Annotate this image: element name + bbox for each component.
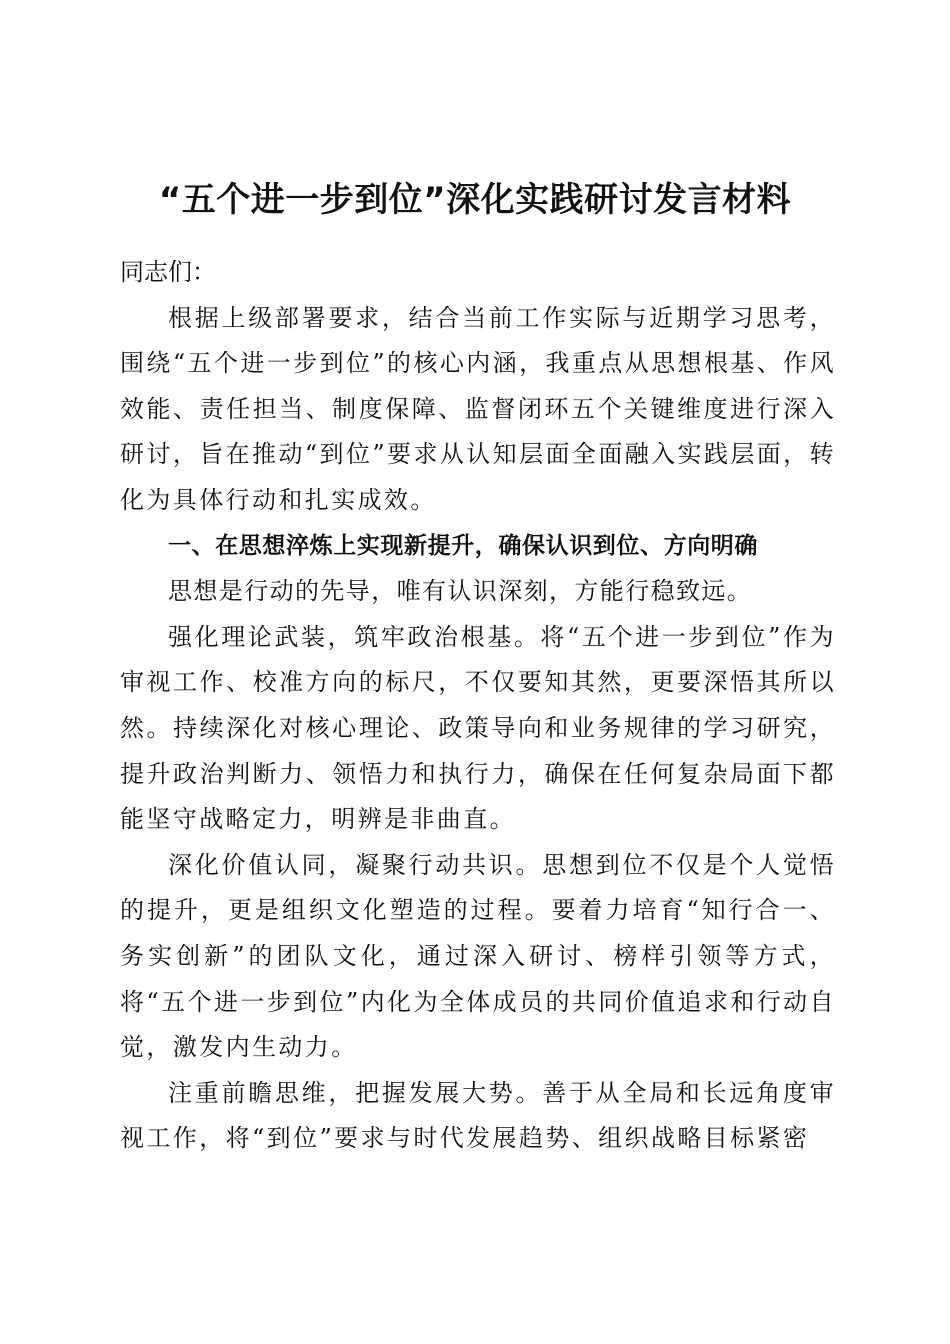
document-body — [120, 250, 836, 1162]
intro-paragraph: 根据上级部署要求，结合当前工作实际与近期学习思考，围绕“五个进一步到位”的核心内涵，我重点从思想根基、作风效能、责任担当、制度保障、监督闭环五个关键维度进行深入研讨，旨在推动“到位”要求从认知层面全面融入实践层面，转化为具体行动和扎实成效。 — [120, 303, 836, 514]
body-paragraph-1: 强化理论武装，筑牢政治根基。将“五个进一步到位”作为审视工作、校准方向的标尺，不仅要知其然，更要深悟其所以然。持续深化对核心理论、政策导向和业务规律的学习研究，提升政治判断力、领悟力和执行力，确保在任何复杂局面下都能坚守战略定力，明辨是非曲直。 — [120, 622, 836, 834]
body-paragraph-3: 注重前瞻思维，把握发展大势。善于从全局和长远角度审视工作，将“到位”要求与时代发展趋势、组织战略目标紧密 — [120, 1078, 836, 1153]
section-heading-1: 一、在思想淬炼上实现新提升，确保认识到位、方向明确 — [168, 532, 758, 559]
salutation: 同志们： — [120, 258, 216, 286]
document-title: “五个进一步到位”深化实践研讨发言材料 — [158, 180, 792, 220]
section-lead-paragraph: 思想是行动的先导，唯有认识深刻，方能行稳致远。 — [168, 577, 753, 606]
body-paragraph-2: 深化价值认同，凝聚行动共识。思想到位不仅是个人觉悟的提升，更是组织文化塑造的过程。要着力培育“知行合一、务实创新”的团队文化，通过深入研讨、榜样引领等方式，将“五个进一步到位”内化为全体成员的共同价值追求和行动自觉，激发内生动力。 — [120, 850, 836, 1062]
